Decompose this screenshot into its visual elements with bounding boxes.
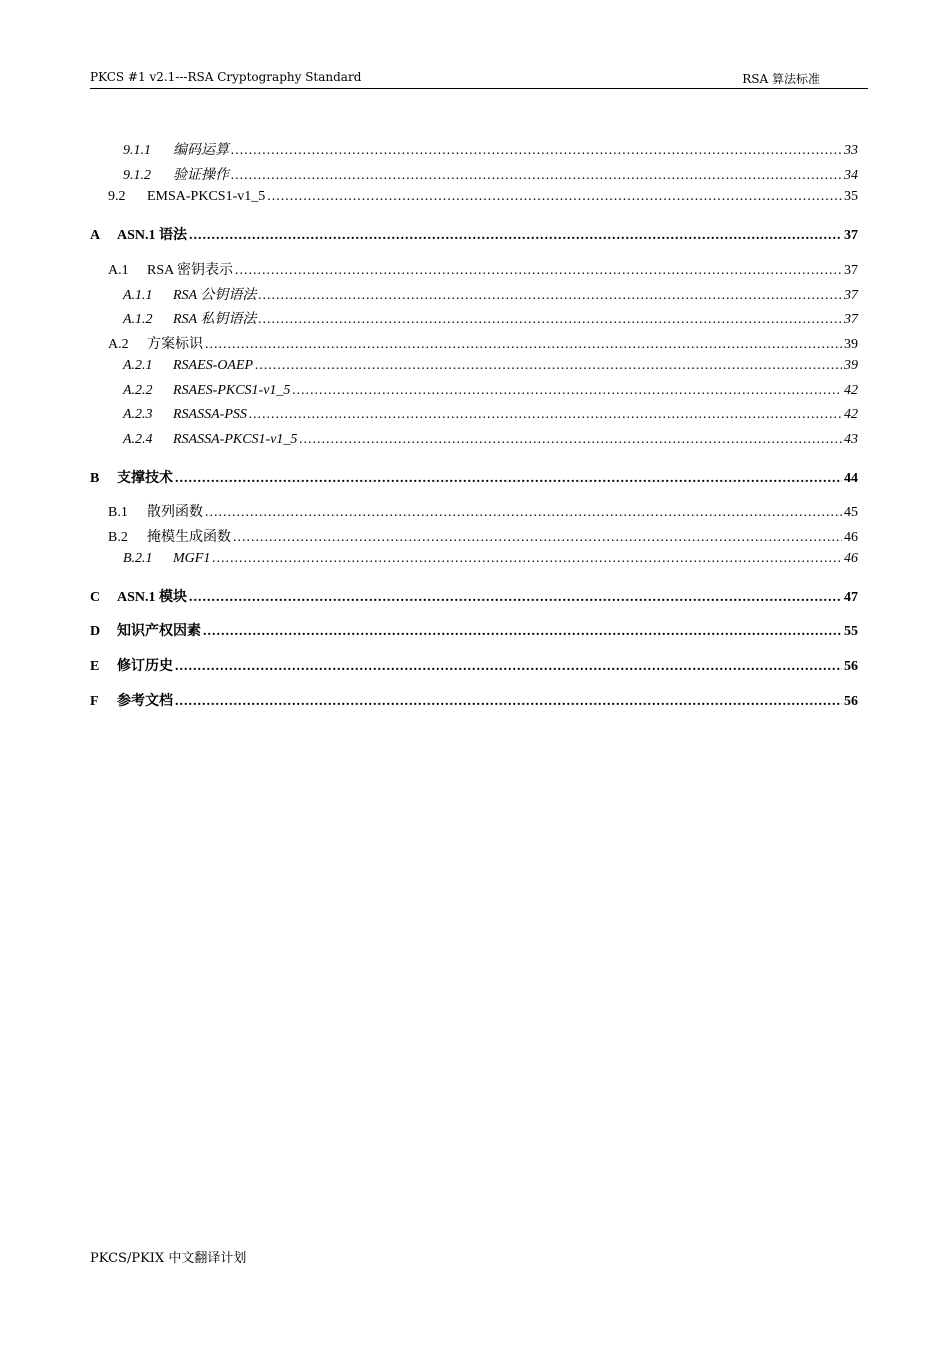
- toc-dot-leader: [189, 228, 842, 244]
- toc-entry-number: 9.1.2: [123, 168, 151, 183]
- toc-entry[interactable]: [90, 308, 858, 328]
- toc-dot-leader: [233, 530, 842, 546]
- toc-entry[interactable]: [90, 526, 858, 546]
- toc-entry-title: 修订历史: [117, 659, 173, 674]
- toc-entry-number: C: [90, 590, 101, 605]
- header-document-subtitle: RSA 算法标准: [742, 72, 820, 86]
- toc-entry-page: 39: [844, 358, 858, 373]
- toc-entry-number: B.2: [108, 530, 128, 545]
- toc-entry-title: RSASSA-PSS: [173, 407, 247, 422]
- toc-entry-page: 56: [844, 659, 858, 674]
- page-header: [90, 68, 868, 89]
- toc-entry[interactable]: [90, 259, 858, 279]
- toc-entry-number: B.2.1: [123, 551, 153, 566]
- toc-entry-page: 46: [844, 551, 858, 566]
- toc-entry-number: A.2.4: [123, 432, 153, 447]
- page-footer: PKCS/PKIX 中文翻译计划: [90, 1251, 247, 1266]
- toc-entry-title: RSA 公钥语法: [173, 288, 257, 303]
- toc-entry-page: 55: [844, 624, 858, 639]
- toc-entry-page: 37: [844, 312, 858, 327]
- toc-entry-page: 34: [844, 168, 858, 183]
- toc-dot-leader: [258, 288, 842, 304]
- toc-dot-leader: [203, 624, 842, 640]
- toc-dot-leader: [292, 383, 842, 399]
- toc-dot-leader: [231, 168, 842, 184]
- toc-entry-title: 参考文档: [117, 694, 173, 709]
- toc-entry-page: 45: [844, 505, 858, 520]
- toc-entry[interactable]: [90, 655, 858, 675]
- toc-dot-leader: [235, 263, 842, 279]
- toc-entry[interactable]: [90, 407, 858, 423]
- toc-dot-leader: [189, 590, 842, 606]
- toc-dot-leader: [205, 505, 842, 521]
- toc-entry-number: F: [90, 694, 99, 709]
- toc-entry[interactable]: [90, 284, 858, 304]
- toc-entry[interactable]: [90, 333, 858, 353]
- toc-entry[interactable]: [90, 139, 858, 159]
- toc-entry-page: 47: [844, 590, 858, 605]
- toc-entry-number: E: [90, 659, 100, 674]
- toc-entry-page: 43: [844, 432, 858, 447]
- toc-entry-number: A.2: [108, 337, 129, 352]
- toc-entry[interactable]: [90, 551, 858, 567]
- toc-entry-title: 编码运算: [173, 143, 229, 158]
- toc-entry-page: 35: [844, 189, 858, 204]
- toc-entry-number: D: [90, 624, 101, 639]
- toc-dot-leader: [175, 659, 842, 675]
- toc-dot-leader: [255, 358, 842, 374]
- toc-dot-leader: [231, 143, 842, 159]
- toc-entry-number: A: [90, 228, 101, 243]
- toc-dot-leader: [267, 189, 842, 205]
- toc-entry[interactable]: [90, 224, 858, 244]
- toc-entry-title: RSAES-OAEP: [173, 358, 254, 373]
- toc-entry-number: A.1.2: [123, 312, 153, 327]
- toc-entry-page: 33: [844, 143, 858, 158]
- toc-dot-leader: [258, 312, 842, 328]
- toc-entry-title: 方案标识: [147, 337, 203, 352]
- toc-dot-leader: [175, 471, 842, 487]
- toc-entry[interactable]: [90, 690, 858, 710]
- toc-entry-title: 掩模生成函数: [147, 530, 231, 545]
- toc-entry-title: MGF1: [173, 551, 211, 566]
- toc-entry-number: A.2.3: [123, 407, 153, 422]
- toc-entry-page: 39: [844, 337, 858, 352]
- toc-entry-number: A.2.2: [123, 383, 153, 398]
- toc-entry-number: 9.1.1: [123, 143, 151, 158]
- toc-entry-number: A.1.1: [123, 288, 153, 303]
- toc-entry-page: 37: [844, 263, 858, 278]
- toc-entry-page: 56: [844, 694, 858, 709]
- toc-entry-title: 支撑技术: [117, 471, 173, 486]
- toc-entry[interactable]: [90, 164, 858, 184]
- toc-entry[interactable]: [90, 620, 858, 640]
- toc-entry-title: EMSA-PKCS1-v1_5: [147, 189, 266, 204]
- toc-entry-page: 37: [844, 288, 858, 303]
- toc-entry-number: A.2.1: [123, 358, 153, 373]
- toc-entry-title: RSASSA-PKCS1-v1_5: [173, 432, 298, 447]
- toc-dot-leader: [205, 337, 842, 353]
- toc-entry[interactable]: [90, 586, 858, 606]
- toc-dot-leader: [249, 407, 842, 423]
- toc-dot-leader: [299, 432, 842, 448]
- toc-entry-title: ASN.1 语法: [117, 228, 188, 243]
- toc-entry[interactable]: [90, 467, 858, 487]
- toc-entry-title: 验证操作: [173, 168, 229, 183]
- toc-entry[interactable]: [90, 383, 858, 399]
- toc-entry-title: RSAES-PKCS1-v1_5: [173, 383, 291, 398]
- toc-entry-page: 37: [844, 228, 858, 243]
- toc-dot-leader: [212, 551, 842, 567]
- header-document-title: PKCS #1 v2.1---RSA Cryptography Standard: [90, 70, 362, 84]
- toc-entry-number: 9.2: [108, 189, 126, 204]
- toc-entry-page: 42: [844, 407, 858, 422]
- toc-entry-page: 44: [844, 471, 858, 486]
- toc-entry-page: 42: [844, 383, 858, 398]
- toc-entry-title: ASN.1 模块: [117, 590, 188, 605]
- toc-entry[interactable]: [90, 501, 858, 521]
- toc-dot-leader: [175, 694, 842, 710]
- toc-entry-page: 46: [844, 530, 858, 545]
- toc-entry-number: B.1: [108, 505, 128, 520]
- toc-entry-number: A.1: [108, 263, 129, 278]
- toc-entry[interactable]: [90, 189, 858, 205]
- toc-entry[interactable]: [90, 432, 858, 448]
- toc-entry[interactable]: [90, 358, 858, 374]
- toc-entry-title: 散列函数: [147, 505, 203, 520]
- toc-entry-number: B: [90, 471, 100, 486]
- toc-entry-title: RSA 私钥语法: [173, 312, 257, 327]
- toc-entry-title: RSA 密钥表示: [147, 263, 233, 278]
- toc-entry-title: 知识产权因素: [117, 624, 201, 639]
